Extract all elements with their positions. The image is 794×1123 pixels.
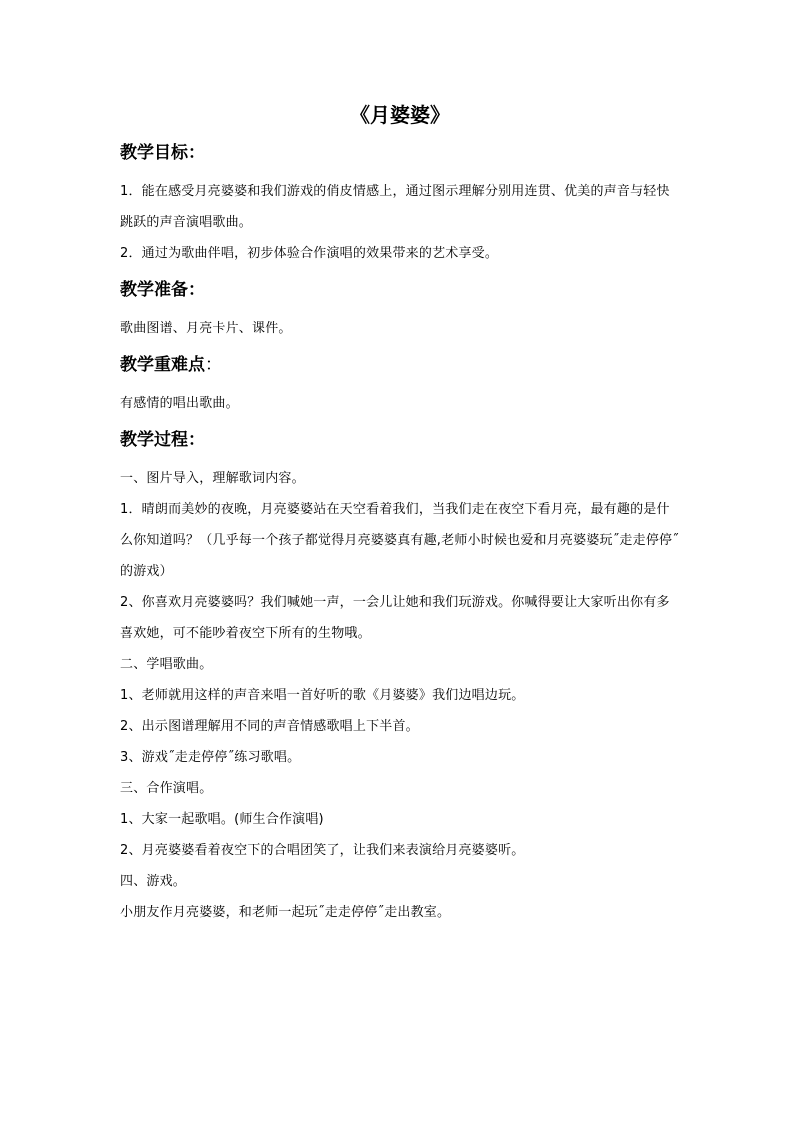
process-item-3: 2、你喜欢月亮婆婆吗？我们喊她一声，一会儿让她和我们玩游戏。你喊得要让大家听出你有多喜欢她，可不能吵着夜空下所有的生物哦。	[120, 595, 670, 641]
objectives-list	[120, 176, 680, 269]
heading-objectives: 教学目标：	[120, 143, 205, 163]
process-item-7: 3、游戏˝走走停停˝练习歌唱。	[120, 750, 301, 765]
process-item-6: 2、出示图谱理解用不同的声音情感歌唱上下半首。	[120, 719, 419, 734]
heading-preparation: 教学准备：	[120, 280, 205, 300]
process-item-1: 一、图片导入，理解歌词内容。	[120, 471, 305, 486]
process-item-5: 1、老师就用这样的声音来唱一首好听的歌《月婆婆》我们边唱边玩。	[120, 688, 525, 703]
heading-key-points-text: 教学重难点	[120, 355, 205, 375]
process-item-2: 1．晴朗而美妙的夜晚，月亮婆婆站在天空看着我们，当我们走在夜空下看月亮，最有趣的是什么你知道吗？（几乎每一个孩子都觉得月亮婆婆真有趣,老师小时候也爱和月亮婆婆玩˝走走停停˝的游戏）	[120, 502, 679, 579]
process-item-10: 2、月亮婆婆看着夜空下的合唱团笑了，让我们来表演给月亮婆婆听。	[120, 843, 525, 858]
heading-key-points	[120, 352, 680, 378]
key-point-item-1: 有感情的唱出歌曲。	[120, 396, 239, 411]
process-item-4: 二、学唱歌曲。	[120, 657, 213, 672]
process-item-9: 1、大家一起歌唱。(师生合作演唱)	[120, 812, 324, 827]
document-title: 《月婆婆》	[350, 103, 450, 127]
objective-item-1: 1．能在感受月亮婆婆和我们游戏的俏皮情感上，通过图示理解分别用连贯、优美的声音与轻快跳跃的声音演唱歌曲。	[120, 184, 670, 230]
heading-key-points-colon: ：	[205, 355, 222, 375]
heading-process: 教学过程：	[120, 430, 205, 450]
document-page	[120, 100, 680, 928]
preparation-item-1: 歌曲图谱、月亮卡片、课件。	[120, 321, 292, 336]
process-list	[120, 463, 680, 928]
preparation-list	[120, 313, 680, 344]
key-points-list	[120, 388, 680, 419]
process-item-8: 三、合作演唱。	[120, 781, 213, 796]
process-item-11: 四、游戏。	[120, 874, 187, 889]
process-item-12: 小朋友作月亮婆婆，和老师一起玩˝走走停停˝走出教室。	[120, 905, 451, 920]
objective-item-2: 2．通过为歌曲伴唱，初步体验合作演唱的效果带来的艺术享受。	[120, 246, 499, 261]
